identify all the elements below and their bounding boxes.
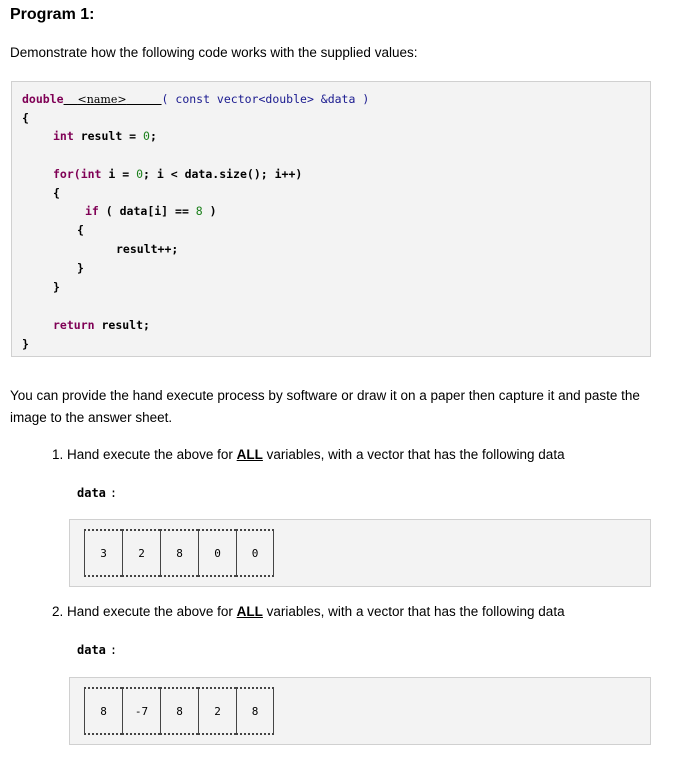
instructions-paragraph: You can provide the hand execute process by software or draw it on a paper then capture it and paste the image to the answer sheet. bbox=[10, 388, 640, 425]
data-label-2: data : bbox=[77, 643, 118, 657]
page-title: Program 1: bbox=[10, 6, 95, 23]
array-box-1 bbox=[69, 519, 651, 587]
question-1: 1. Hand execute the above for ALL variables, with a vector that has the following data bbox=[52, 447, 565, 462]
intro-text: Demonstrate how the following code works with the supplied values: bbox=[10, 45, 418, 60]
array-cell: 8 bbox=[160, 687, 198, 735]
question-2: 2. Hand execute the above for ALL variables, with a vector that has the following data bbox=[52, 604, 565, 619]
open-brace: { bbox=[22, 111, 29, 125]
array-cell: 8 bbox=[236, 687, 274, 735]
array-cell: 2 bbox=[122, 529, 160, 577]
function-name-blank: <name> bbox=[77, 93, 127, 106]
array-cell: 0 bbox=[236, 529, 274, 577]
array-cell: 8 bbox=[160, 529, 198, 577]
if-close-brace: } bbox=[77, 261, 84, 275]
close-brace: } bbox=[22, 337, 29, 351]
array-box-2 bbox=[69, 677, 651, 745]
line-if: if ( data[i] == 8 ) bbox=[85, 204, 217, 218]
data-label-1: data : bbox=[77, 486, 118, 500]
function-signature: double <name> ( const vector<double> &data ) bbox=[22, 92, 370, 106]
array-cell: -7 bbox=[122, 687, 160, 735]
if-open-brace: { bbox=[77, 223, 84, 237]
line-result-declaration: int result = 0; bbox=[53, 129, 157, 143]
array-cell: 0 bbox=[198, 529, 236, 577]
line-return: return result; bbox=[53, 318, 150, 332]
line-for-loop: for(int i = 0; i < data.size(); i++) bbox=[53, 167, 303, 181]
array-cell: 8 bbox=[84, 687, 122, 735]
array-cells-2 bbox=[84, 687, 274, 735]
array-cell: 2 bbox=[198, 687, 236, 735]
array-cells-1 bbox=[84, 529, 274, 577]
code-block bbox=[11, 81, 651, 357]
for-open-brace: { bbox=[53, 186, 60, 200]
array-cell: 3 bbox=[84, 529, 122, 577]
line-increment: result++; bbox=[116, 242, 179, 256]
for-close-brace: } bbox=[53, 280, 60, 294]
